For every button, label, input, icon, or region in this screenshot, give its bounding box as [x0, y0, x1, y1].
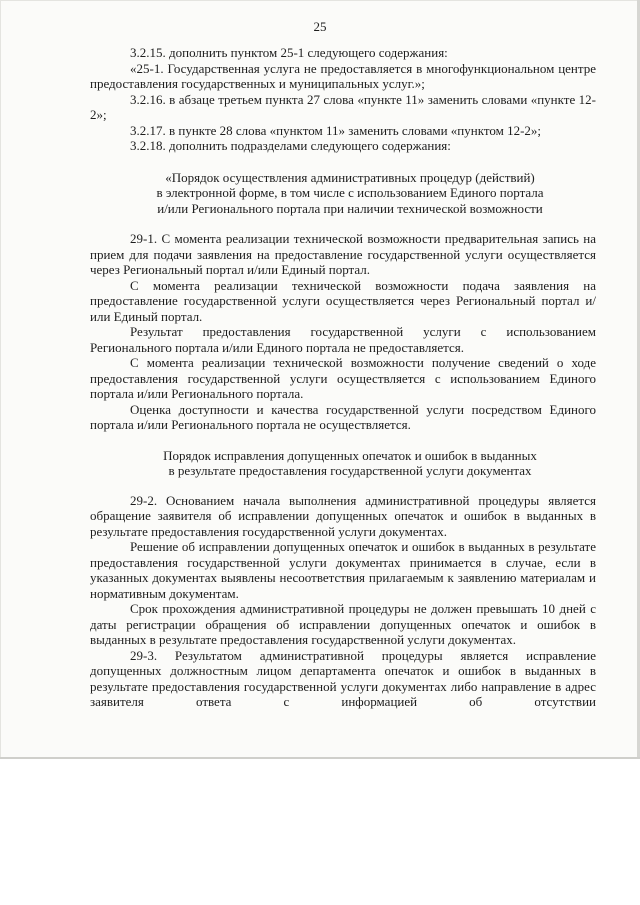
page-bottom-edge [0, 757, 640, 759]
page-content [90, 45, 596, 710]
paragraph-3-2-16: 3.2.16. в абзаце третьем пункта 27 слова «пункте 11» заменить словами «пункте 12-2»; [90, 91, 596, 122]
paragraph-25-1: «25-1. Государственная услуга не предоставляется в многофункциональном центре предоставления государственных и муниципальных услуг.»; [90, 60, 596, 91]
paragraph-correction-decision: Решение об исправлении допущенных опечаток и ошибок в выданных в результате предоставления государственной услуги документах принимается в случае, если в указанных документах выявлены несоответствия прилагаемым к заявлению материалам и нормативным документам. [90, 539, 596, 601]
paragraph-result-not-provided: Результат предоставления государственной услуги с использованием Регионального портала и/или Единого портала не предоставляется. [90, 324, 596, 355]
paragraph-29-1: 29-1. С момента реализации технической возможности предварительная запись на прием для подачи заявления на предоставление государственной услуги осуществляется через Региональный портал и/или Единый портал. [90, 231, 596, 277]
paragraph-3-2-17: 3.2.17. в пункте 28 слова «пунктом 11» заменить словами «пунктом 12-2»; [130, 122, 542, 138]
paragraph-processing-term: Срок прохождения административной процедуры не должен превышать 10 дней с даты регистрации обращения об исправлении допущенных опечаток и ошибок в выданных в результате предоставления государственной услуги документах. [90, 601, 596, 647]
paragraph-29-3: 29-3. Результатом административной процедуры является исправление допущенных должностным лицом департамента опечаток и ошибок в выданных в результате предоставления государственной услуги документах либо направление в адрес заявителя ответа с информацией об отсутствии [90, 647, 596, 709]
paragraph-3-2-18: 3.2.18. дополнить подразделами следующего содержания: [130, 138, 451, 153]
paragraph-quality-assessment: Оценка доступности и качества государственной услуги посредством Единого портала и/или Регионального портала не осуществляется. [90, 401, 596, 432]
section-heading-error-correction: Порядок исправления допущенных опечаток и ошибок в выданных в результате предоставления государственной услуги документах [163, 447, 537, 478]
page-number: 25 [313, 19, 327, 34]
paragraph-progress-information: С момента реализации технической возможности получение сведений о ходе предоставления государственной услуги осуществляется с использованием Единого портала и/или Регионального портала. [90, 355, 596, 401]
paragraph-29-2: 29-2. Основанием начала выполнения административной процедуры является обращение заявителя об исправлении допущенных опечаток и ошибок в выданных в результате предоставления государственной услуги документах. [90, 492, 596, 539]
paragraph-3-2-15: 3.2.15. дополнить пунктом 25-1 следующего содержания: [130, 45, 448, 60]
section-heading-electronic-procedures: «Порядок осуществления административных процедур (действий) в электронной форме, в том числе с использованием Единого портала и/или Регионального портала при наличии технической возможности [156, 169, 544, 216]
paragraph-application-submission: С момента реализации технической возможности подача заявления на предоставление государственной услуги осуществляется через Региональный портал и/или Единый портал. [90, 277, 596, 324]
